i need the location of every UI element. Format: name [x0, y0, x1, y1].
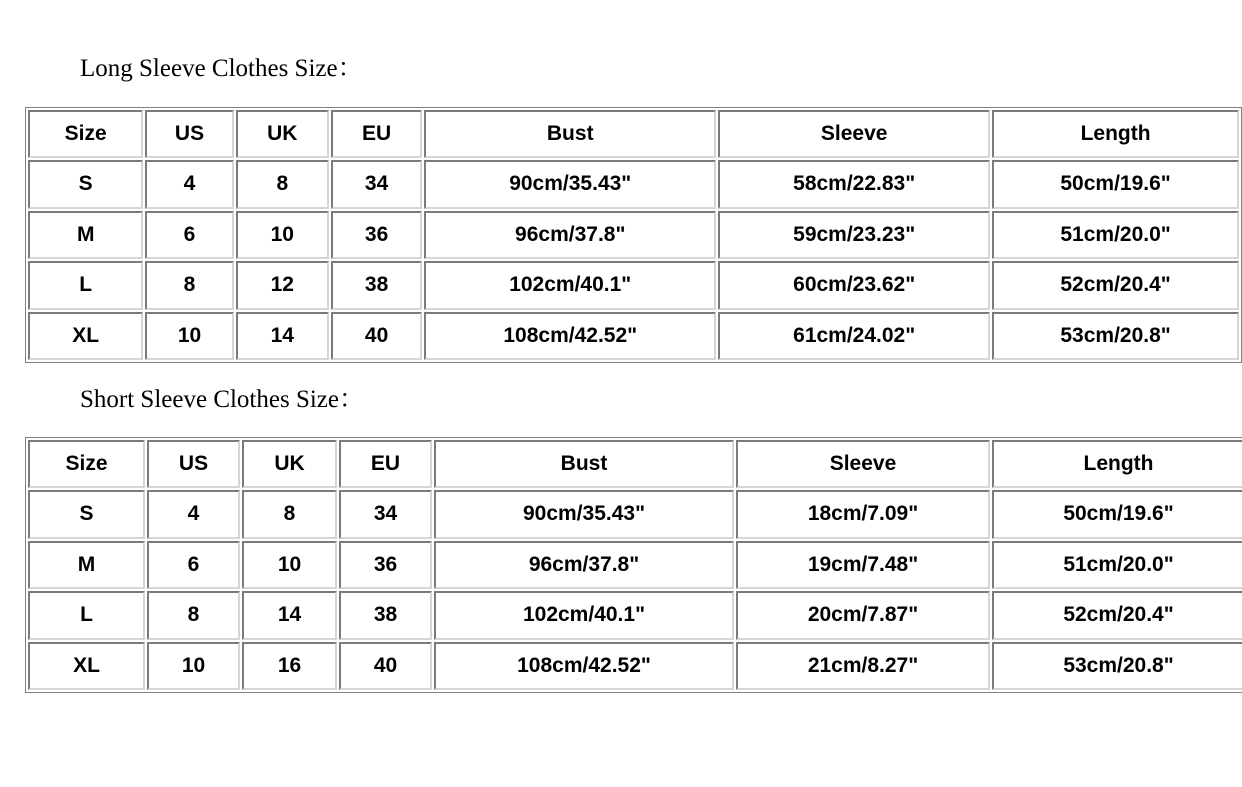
cell-us: 8: [147, 591, 240, 640]
cell-size: S: [28, 160, 143, 209]
cell-eu: 36: [331, 211, 422, 260]
cell-sleeve: 60cm/23.62": [718, 261, 990, 310]
cell-bust: 96cm/37.8": [434, 541, 734, 590]
table-row: [28, 591, 1242, 640]
cell-length: 51cm/20.0": [992, 541, 1242, 590]
cell-length: 50cm/19.6": [992, 490, 1242, 539]
table-row: [28, 490, 1242, 539]
cell-length: 53cm/20.8": [992, 312, 1239, 361]
short-sleeve-size-table: [25, 437, 1242, 693]
cell-bust: 96cm/37.8": [424, 211, 716, 260]
cell-length: 53cm/20.8": [992, 642, 1242, 691]
cell-sleeve: 19cm/7.48": [736, 541, 990, 590]
cell-uk: 8: [236, 160, 329, 209]
cell-eu: 38: [339, 591, 432, 640]
cell-us: 10: [145, 312, 233, 361]
cell-uk: 10: [242, 541, 337, 590]
cell-us: 10: [147, 642, 240, 691]
cell-uk: 8: [242, 490, 337, 539]
col-header-size: Size: [28, 110, 143, 158]
cell-bust: 108cm/42.52": [424, 312, 716, 361]
cell-eu: 40: [331, 312, 422, 361]
cell-us: 8: [145, 261, 233, 310]
cell-size: XL: [28, 312, 143, 361]
cell-length: 50cm/19.6": [992, 160, 1239, 209]
short-sleeve-title: Short Sleeve Clothes Size：: [80, 386, 364, 413]
cell-uk: 16: [242, 642, 337, 691]
col-header-us: US: [147, 440, 240, 488]
cell-eu: 36: [339, 541, 432, 590]
col-header-sleeve: Sleeve: [718, 110, 990, 158]
cell-uk: 12: [236, 261, 329, 310]
cell-us: 4: [145, 160, 233, 209]
cell-sleeve: 58cm/22.83": [718, 160, 990, 209]
cell-uk: 14: [242, 591, 337, 640]
cell-eu: 40: [339, 642, 432, 691]
table-row: [28, 261, 1239, 310]
header-row: [28, 110, 1239, 158]
cell-sleeve: 61cm/24.02": [718, 312, 990, 361]
cell-length: 52cm/20.4": [992, 261, 1239, 310]
col-header-uk: UK: [242, 440, 337, 488]
col-header-length: Length: [992, 110, 1239, 158]
cell-size: L: [28, 261, 143, 310]
col-header-sleeve: Sleeve: [736, 440, 990, 488]
cell-bust: 102cm/40.1": [434, 591, 734, 640]
cell-us: 4: [147, 490, 240, 539]
header-row: [28, 440, 1242, 488]
table-row: [28, 541, 1242, 590]
cell-us: 6: [147, 541, 240, 590]
cell-size: M: [28, 211, 143, 260]
cell-size: S: [28, 490, 145, 539]
long-sleeve-size-table: [25, 107, 1242, 363]
cell-eu: 34: [339, 490, 432, 539]
cell-bust: 102cm/40.1": [424, 261, 716, 310]
col-header-uk: UK: [236, 110, 329, 158]
cell-eu: 34: [331, 160, 422, 209]
cell-length: 52cm/20.4": [992, 591, 1242, 640]
cell-uk: 10: [236, 211, 329, 260]
table-row: [28, 312, 1239, 361]
col-header-bust: Bust: [434, 440, 734, 488]
long-sleeve-title: Long Sleeve Clothes Size：: [80, 55, 363, 82]
cell-size: XL: [28, 642, 145, 691]
col-header-bust: Bust: [424, 110, 716, 158]
col-header-eu: EU: [339, 440, 432, 488]
table-row: [28, 211, 1239, 260]
cell-bust: 108cm/42.52": [434, 642, 734, 691]
col-header-length: Length: [992, 440, 1242, 488]
table-row: [28, 642, 1242, 691]
col-header-us: US: [145, 110, 233, 158]
cell-sleeve: 20cm/7.87": [736, 591, 990, 640]
cell-us: 6: [145, 211, 233, 260]
cell-sleeve: 59cm/23.23": [718, 211, 990, 260]
col-header-eu: EU: [331, 110, 422, 158]
cell-sleeve: 21cm/8.27": [736, 642, 990, 691]
cell-size: M: [28, 541, 145, 590]
cell-length: 51cm/20.0": [992, 211, 1239, 260]
cell-bust: 90cm/35.43": [434, 490, 734, 539]
cell-bust: 90cm/35.43": [424, 160, 716, 209]
cell-sleeve: 18cm/7.09": [736, 490, 990, 539]
cell-uk: 14: [236, 312, 329, 361]
col-header-size: Size: [28, 440, 145, 488]
cell-eu: 38: [331, 261, 422, 310]
cell-size: L: [28, 591, 145, 640]
table-row: [28, 160, 1239, 209]
